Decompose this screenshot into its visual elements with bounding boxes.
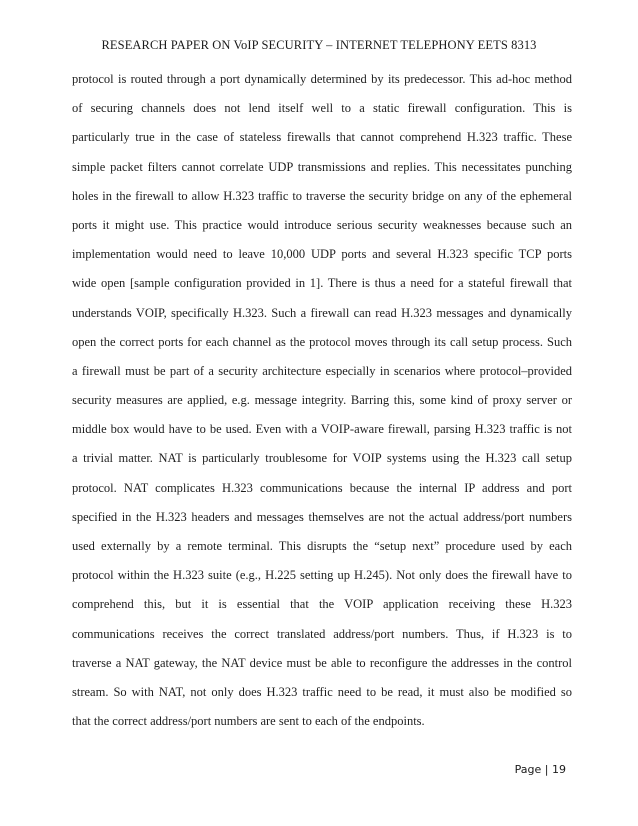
page-number: Page | 19 xyxy=(514,763,566,776)
text-line: used externally by a remote terminal. This disrupts the “setup next” procedure used by each xyxy=(72,539,572,553)
text-line: wide open [sample configuration provided in 1]. There is thus a need for a stateful firewall that xyxy=(72,276,572,291)
text-line: protocol within the H.323 suite (e.g., H.225 setting up H.245). Not only does the firewall have to xyxy=(72,568,572,583)
body-paragraph xyxy=(72,70,572,741)
text-line: holes in the firewall to allow H.323 traffic to traverse the security bridge on any of the ephemeral xyxy=(72,188,572,203)
text-line: stream. So with NAT, not only does H.323 traffic need to be read, it must also be modified so xyxy=(72,684,572,699)
text-line: open the correct ports for each channel as the protocol moves through its call setup process. Such xyxy=(72,334,572,349)
text-line: traverse a NAT gateway, the NAT device must be able to reconfigure the addresses in the control xyxy=(72,655,572,670)
text-line: implementation would need to leave 10,000 UDP ports and several H.323 specific TCP ports xyxy=(72,247,572,262)
text-line: ports it might use. This practice would introduce serious security weaknesses because such an xyxy=(72,217,572,232)
text-line: that the correct address/port numbers are sent to each of the endpoints. xyxy=(72,714,425,729)
text-line: particularly true in the case of stateless firewalls that cannot comprehend H.323 traffic. These xyxy=(72,130,572,145)
text-line: a trivial matter. NAT is particularly troublesome for VOIP systems using the H.323 call setup xyxy=(72,451,572,466)
text-line: communications receives the correct translated address/port numbers. Thus, if H.323 is to xyxy=(72,626,572,641)
text-line: a firewall must be part of a security architecture especially in scenarios where protocol–provided xyxy=(72,363,572,378)
text-line: specified in the H.323 headers and messages themselves are not the actual address/port numbers xyxy=(72,509,572,524)
text-line: simple packet filters cannot correlate UDP transmissions and replies. This necessitates punching xyxy=(72,159,572,174)
text-line: security measures are applied, e.g. message integrity. Barring this, some kind of proxy server or xyxy=(72,393,572,408)
text-line: of securing channels does not lend itself well to a static firewall configuration. This is xyxy=(72,101,572,116)
text-line: protocol is routed through a port dynamically determined by its predecessor. This ad-hoc method xyxy=(72,72,572,86)
text-line: comprehend this, but it is essential that the VOIP application receiving these H.323 xyxy=(72,597,572,612)
text-line: middle box would have to be used. Even with a VOIP-aware firewall, parsing H.323 traffic is not xyxy=(72,422,572,437)
text-line: understands VOIP, specifically H.323. Such a firewall can read H.323 messages and dynamically xyxy=(72,305,572,320)
running-header: RESEARCH PAPER ON VoIP SECURITY – INTERNET TELEPHONY EETS 8313 xyxy=(101,38,537,52)
text-line: protocol. NAT complicates H.323 communications because the internal IP address and port xyxy=(72,480,572,495)
